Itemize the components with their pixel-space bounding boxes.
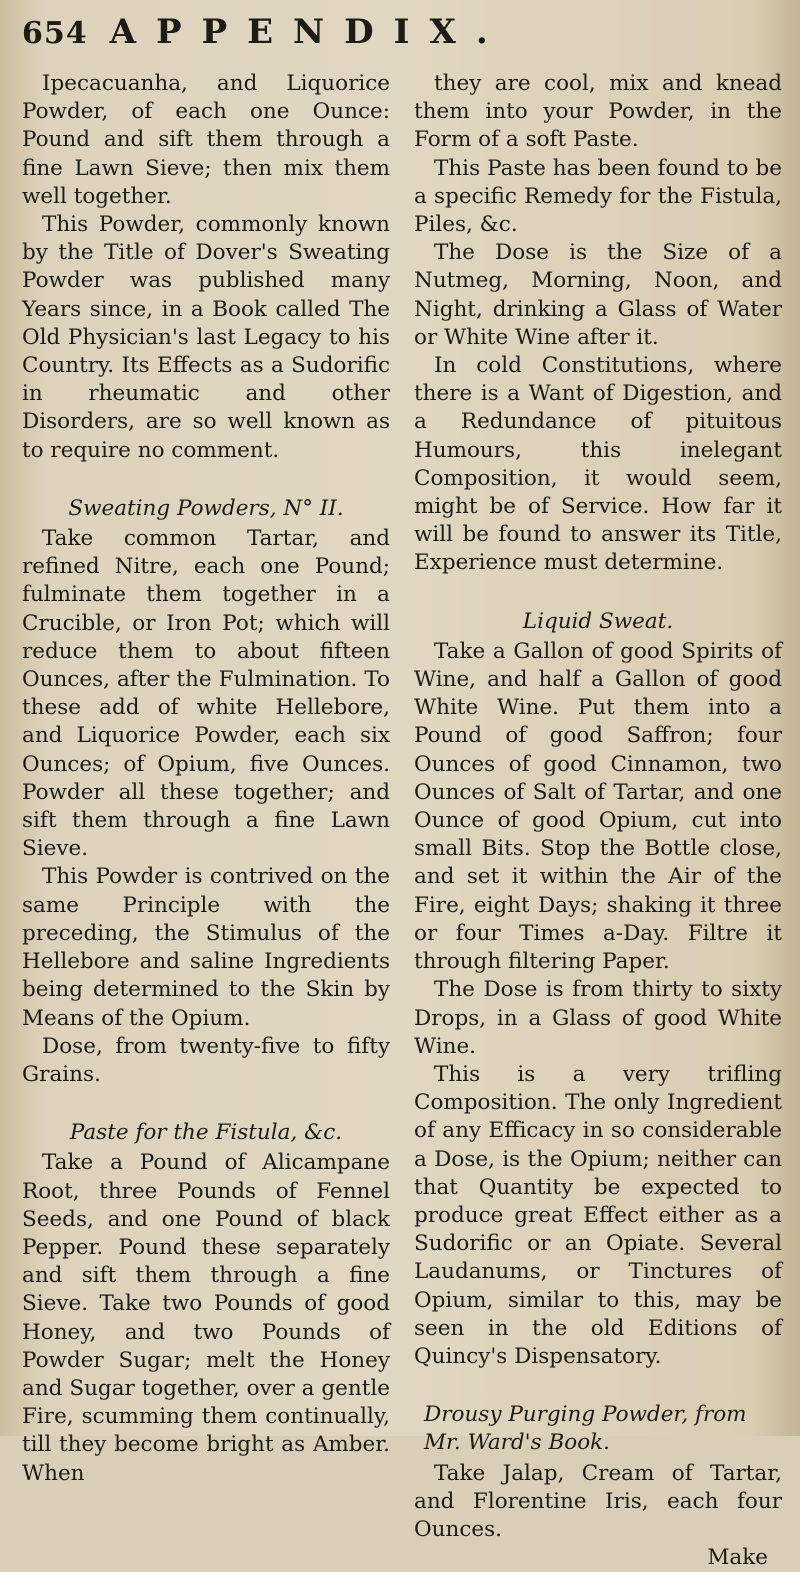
catchword: Make [707, 1545, 768, 1571]
page-number: 654 [22, 16, 88, 51]
paragraph: The Dose is from thirty to sixty Drops, in a Glass of good White Wine. [414, 977, 782, 1059]
left-column [22, 70, 390, 1572]
paragraph: they are cool, mix and knead them into your Powder, in the Form of a soft Paste. [414, 71, 782, 153]
paragraph: This Powder is contrived on the same Principle with the preceding, the Stimulus of the Hellebore and saline Ingredients being determined to the Skin by Means of the Opium. [22, 864, 390, 1031]
paragraph: Take Jalap, Cream of Tartar, and Florentine Iris, each four Ounces. [414, 1460, 782, 1542]
paragraph: In cold Constitutions, where there is a Want of Digestion, and a Redundance of pituitous Humours, this inelegant Composition, it would seem, might be of Service. How far it will be found to answer its Title, Experience must determine. [414, 353, 782, 576]
paragraph: Take a Gallon of good Spirits of Wine, and half a Gallon of good White Wine. Put them into a Pound of good Saffron; four Ounces of good Cinnamon, two Ounces of Salt of Tartar, and one Ounce of good Opium, cut into small Bits. Stop the Bottle close, and set it within the Air of the Fire, eight Days; shaking it three or four Times a-Day. Filtre it through filtering Paper. [414, 638, 782, 975]
section-heading: Drousy Purging Powder, from Mr. Ward's Book. [424, 1402, 747, 1456]
right-column [414, 70, 782, 1572]
paragraph: This Paste has been found to be a specific Remedy for the Fistula, Piles, &c. [414, 155, 782, 238]
paragraph: The Dose is the Size of a Nutmeg, Morning, Noon, and Night, drinking a Glass of Water or White Wine after it. [414, 240, 782, 350]
section-heading: Paste for the Fistula, &c. [69, 1120, 343, 1146]
paragraph: Take a Pound of Alicampane Root, three Pounds of Fennel Seeds, and one Pound of black Pepper. Pound these separately and sift them through a fine Sieve. Take two Pounds of good Honey, and two Pounds of Powder Sugar; melt the Honey and Sugar together, over a gentle Fire, scumming them continually, till they become bright as Amber. When [22, 1150, 390, 1486]
running-head [22, 12, 782, 70]
section-heading: Sweating Powders, N° II. [68, 495, 344, 521]
paragraph: This is a very trifling Composition. The only Ingredient of any Efficacy in so considerable a Dose, is the Opium; neither can that Quantity be expected to produce great Effect either as a Sudorific or an Opiate. Several Laudanums, or Tinctures of Opium, similar to this, may be seen in the old Editions of Quincy's Dispensatory. [414, 1061, 782, 1369]
paragraph: Take common Tartar, and refined Nitre, each one Pound; fulminate them together in a Crucible, or Iron Pot; which will reduce them to about fifteen Ounces, after the Fulmination. To these add of white Hellebore, and Liquorice Powder, each six Ounces; of Opium, five Ounces. Powder all these together; and sift them through a fine Lawn Sieve. [22, 526, 390, 862]
paragraph: Dose, from twenty-five to fifty Grains. [22, 1033, 390, 1087]
section-heading: Liquid Sweat. [522, 608, 674, 634]
paragraph: This Powder, commonly known by the Title of Dover's Sweating Powder was published many Years since, in a Book called The Old Physician's last Legacy to his Country. Its Effects as a Sudorific in rheumatic and other Disorders, are so well known as to require no comment. [22, 212, 390, 463]
paragraph: Ipecacuanha, and Liquorice Powder, of each one Ounce: Pound and sift them through a fine Lawn Sieve; then mix them well together. [22, 71, 390, 209]
running-title: APPENDIX. [109, 12, 508, 52]
text-columns [22, 70, 782, 1572]
